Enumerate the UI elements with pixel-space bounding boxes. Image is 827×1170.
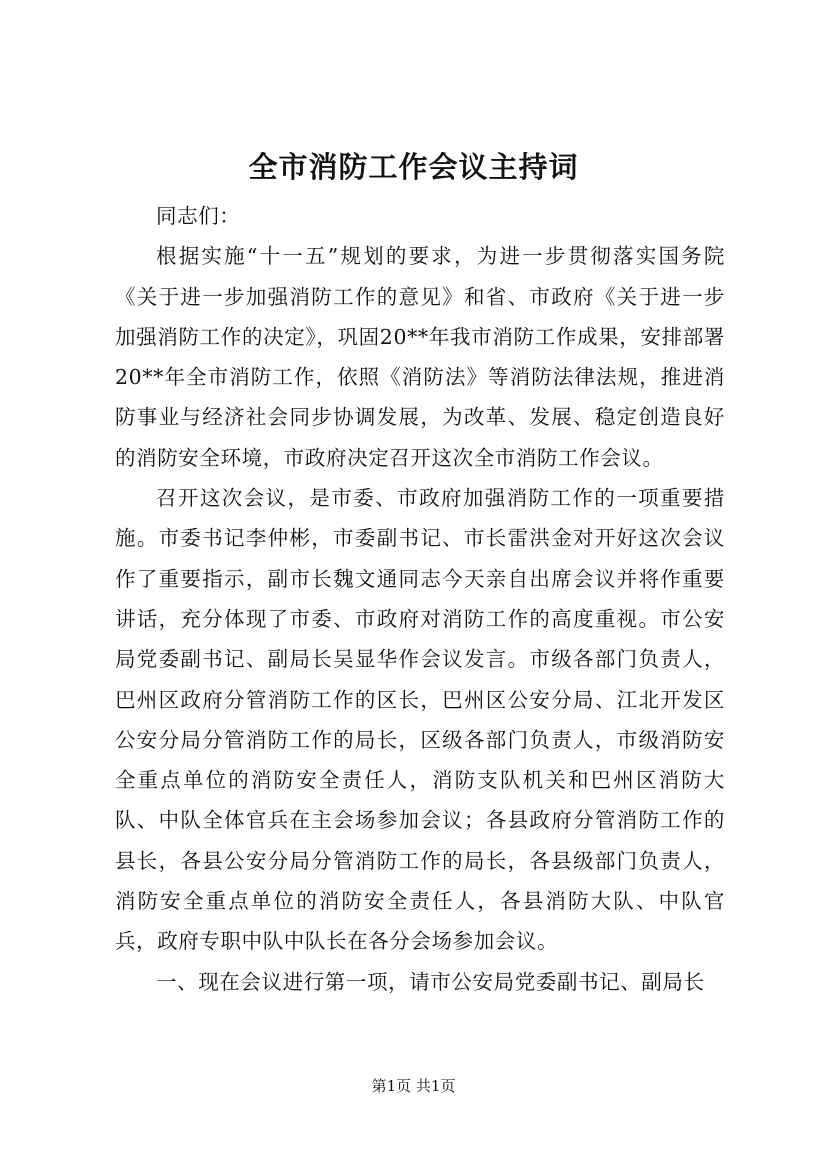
document-body [115, 196, 725, 1002]
body-paragraph-1: 根据实施“十一五”规划的要求，为进一步贯彻落实国务院《关于进一步加强消防工作的意见》和省、市政府《关于进一步加强消防工作的决定》，巩固20**年我市消防工作成果，安排部署20**年全市消防工作，依照《消防法》等消防法律法规，推进消防事业与经济社会同步协调发展，为改革、发展、稳定创造良好的消防安全环境，市政府决定召开这次全市消防工作会议。 [115, 244, 725, 470]
body-paragraph-3: 一、现在会议进行第一项，请市公安局党委副书记、副局长 [156, 969, 705, 994]
body-paragraph-2: 召开这次会议，是市委、市政府加强消防工作的一项重要措施。市委书记李仲彬，市委副书记、市长雷洪金对开好这次会议作了重要指示，副市长魏文通同志今天亲自出席会议并将作重要讲话，充分体现了市委、市政府对消防工作的高度重视。市公安局党委副书记、副局长吴显华作会议发言。市级各部门负责人，巴州区政府分管消防工作的区长，巴州区公安分局、江北开发区公安分局分管消防工作的局长，区级各部门负责人，市级消防安全重点单位的消防安全责任人，消防支队机关和巴州区消防大队、中队全体官兵在主会场参加会议；各县政府分管消防工作的县长，各县公安分局分管消防工作的局长，各县级部门负责人，消防安全重点单位的消防安全责任人，各县消防大队、中队官兵，政府专职中队中队长在各分会场参加会议。 [115, 486, 725, 954]
page-footer: 第1页 共1页 [371, 1077, 456, 1095]
document-title: 全市消防工作会议主持词 [248, 150, 579, 184]
salutation-paragraph: 同志们： [156, 204, 241, 228]
